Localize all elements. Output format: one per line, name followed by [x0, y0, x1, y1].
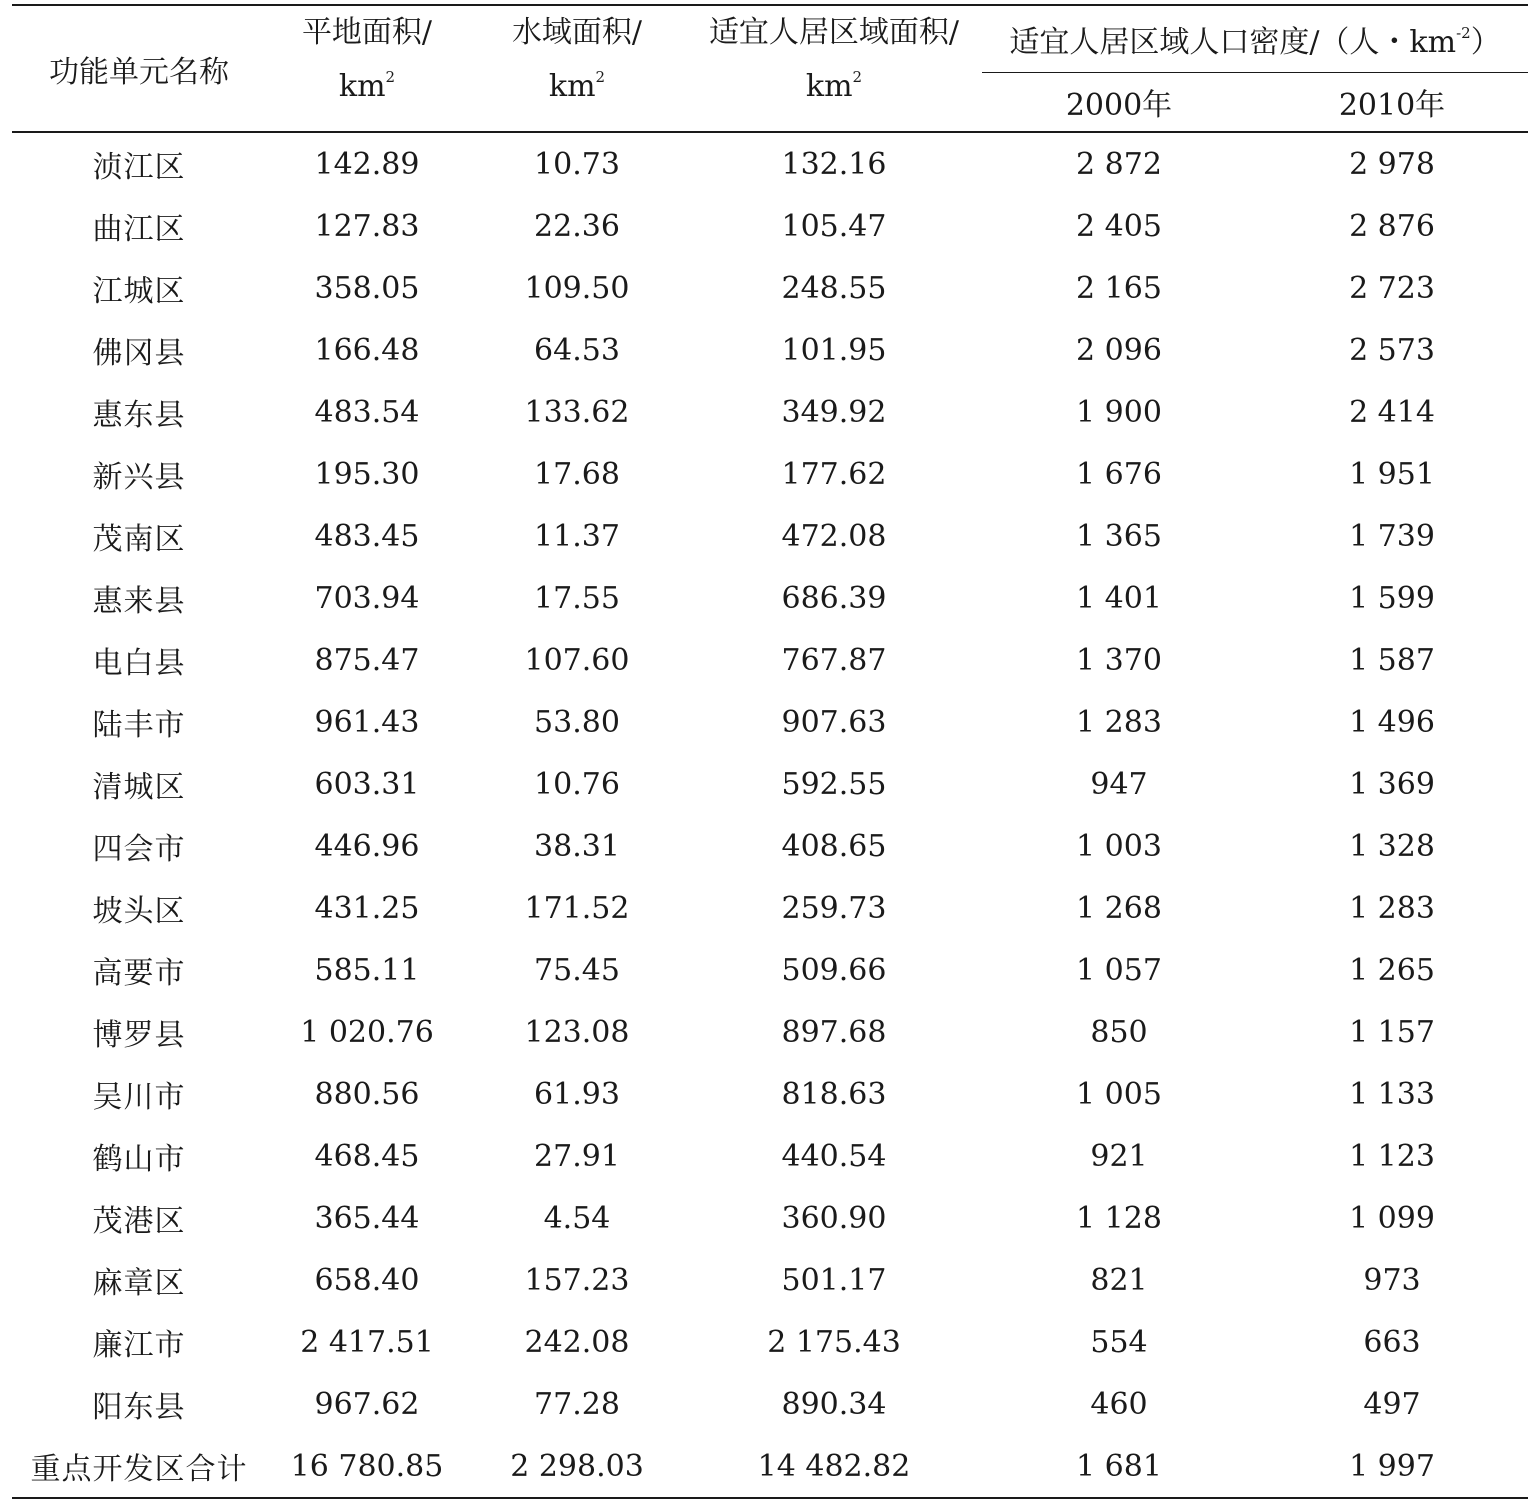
unit-name-cell: 麻章区	[92, 1266, 186, 1301]
unit-name-cell: 惠来县	[92, 584, 186, 619]
unit-name-cell: 清城区	[92, 770, 186, 805]
density-2010-cell: 2 978	[1349, 146, 1435, 182]
density-2010-cell: 2 414	[1349, 394, 1435, 430]
unit-name-cell: 高要市	[92, 956, 186, 991]
habitable-area-cell: 349.92	[781, 394, 887, 430]
table-total-row	[12, 1435, 1528, 1498]
density-2010-cell: 1 587	[1349, 642, 1435, 678]
density-2000-cell: 1 283	[1076, 704, 1162, 740]
table-header	[12, 5, 1528, 132]
unit-name-cell: 惠东县	[92, 398, 186, 433]
header-habitable-area-unit: $km^2$	[805, 68, 863, 104]
habitable-area-cell: 440.54	[781, 1138, 887, 1174]
density-2010-cell: 1 328	[1349, 828, 1435, 864]
unit-name-cell: 四会市	[92, 832, 186, 867]
header-unit-name	[12, 5, 266, 132]
population-density-table	[12, 4, 1528, 1499]
plain-area-cell: 127.83	[314, 208, 420, 244]
header-water-area-unit: $km^2$	[548, 68, 606, 104]
habitable-area-cell: 472.08	[781, 518, 887, 554]
unit-name-cell: 博罗县	[92, 1018, 186, 1053]
density-2010-cell: 1 265	[1349, 952, 1435, 988]
table-row	[12, 505, 1528, 567]
table-row	[12, 629, 1528, 691]
density-2000-cell: 2 872	[1076, 146, 1162, 182]
plain-area-cell: 166.48	[314, 332, 420, 368]
density-2000-cell: 947	[1090, 766, 1148, 802]
plain-area-cell: 195.30	[314, 456, 420, 492]
density-2000-cell: 2 096	[1076, 332, 1162, 368]
water-area-cell: 242.08	[524, 1324, 630, 1360]
table-row	[12, 319, 1528, 381]
unit-name-cell: 鹤山市	[92, 1142, 186, 1177]
header-year-2010: 2010年	[1256, 73, 1528, 133]
water-area-cell: 17.68	[534, 456, 620, 492]
density-2000-cell: 1 401	[1076, 580, 1162, 616]
water-area-cell: 53.80	[534, 704, 620, 740]
density-2010-cell: 1 283	[1349, 890, 1435, 926]
plain-area-cell: 431.25	[314, 890, 420, 926]
plain-area-cell: 142.89	[314, 146, 420, 182]
density-2000-cell: 850	[1090, 1014, 1148, 1050]
water-area-cell: 109.50	[524, 270, 630, 306]
unit-name-cell: 茂南区	[92, 522, 186, 557]
habitable-area-cell: 890.34	[781, 1386, 887, 1422]
table-row	[12, 691, 1528, 753]
density-2010-cell: 663	[1363, 1324, 1421, 1360]
header-water-area-label: 水域面积/	[511, 15, 643, 50]
habitable-area-cell: 897.68	[781, 1014, 887, 1050]
habitable-area-cell: 360.90	[781, 1200, 887, 1236]
density-2000-cell: 921	[1090, 1138, 1148, 1174]
plain-area-cell: 483.54	[314, 394, 420, 430]
unit-name-cell: 新兴县	[92, 460, 186, 495]
water-area-cell: 10.73	[534, 146, 620, 182]
density-2000-cell: 460	[1090, 1386, 1148, 1422]
habitable-area-cell: 177.62	[781, 456, 887, 492]
density-2010-cell: 1 157	[1349, 1014, 1435, 1050]
habitable-area-cell: 592.55	[781, 766, 887, 802]
water-area-cell: 2 298.03	[468, 1435, 686, 1498]
plain-area-cell: 880.56	[314, 1076, 420, 1112]
plain-area-cell: 2 417.51	[300, 1324, 434, 1360]
plain-area-cell: 365.44	[314, 1200, 420, 1236]
water-area-cell: 133.62	[524, 394, 630, 430]
unit-name-cell: 茂港区	[92, 1204, 186, 1239]
density-2010-cell: 1 369	[1349, 766, 1435, 802]
table-row	[12, 1249, 1528, 1311]
density-2010-cell: 497	[1363, 1386, 1421, 1422]
unit-name-cell: 曲江区	[92, 212, 186, 247]
table-row	[12, 1063, 1528, 1125]
density-2000-cell: 1 128	[1076, 1200, 1162, 1236]
header-plain-area-unit: $km^2$	[338, 68, 396, 104]
water-area-cell: 123.08	[524, 1014, 630, 1050]
plain-area-cell: 603.31	[314, 766, 420, 802]
water-area-cell: 77.28	[534, 1386, 620, 1422]
density-2000-cell: 1 005	[1076, 1076, 1162, 1112]
density-2010-cell: 2 876	[1349, 208, 1435, 244]
plain-area-cell: 483.45	[314, 518, 420, 554]
density-2010-cell: 2 723	[1349, 270, 1435, 306]
water-area-cell: 4.54	[543, 1200, 611, 1236]
table-row	[12, 815, 1528, 877]
density-2000-cell: 1 365	[1076, 518, 1162, 554]
unit-name-cell: 电白县	[92, 646, 186, 681]
header-plain-area-label: 平地面积/	[301, 15, 433, 50]
table-row	[12, 1373, 1528, 1435]
table-row	[12, 443, 1528, 505]
habitable-area-cell: 408.65	[781, 828, 887, 864]
table-row	[12, 877, 1528, 939]
water-area-cell: 10.76	[534, 766, 620, 802]
density-2000-cell: 1 268	[1076, 890, 1162, 926]
habitable-area-cell: 767.87	[781, 642, 887, 678]
water-area-cell: 75.45	[534, 952, 620, 988]
density-2010-cell: 1 099	[1349, 1200, 1435, 1236]
data-table-container	[12, 4, 1528, 1499]
habitable-area-cell: 14 482.82	[686, 1435, 982, 1498]
plain-area-cell: 468.45	[314, 1138, 420, 1174]
water-area-cell: 17.55	[534, 580, 620, 616]
unit-name-cell: 浈江区	[92, 150, 186, 185]
header-density-group	[982, 5, 1528, 73]
table-row	[12, 1187, 1528, 1249]
plain-area-cell: 446.96	[314, 828, 420, 864]
habitable-area-cell: 501.17	[781, 1262, 887, 1298]
density-2010-cell: 1 997	[1256, 1435, 1528, 1498]
habitable-area-cell: 509.66	[781, 952, 887, 988]
density-2000-cell: 2 165	[1076, 270, 1162, 306]
header-year-2000: 2000年	[982, 73, 1256, 133]
plain-area-cell: 658.40	[314, 1262, 420, 1298]
header-density-label: 适宜人居区域人口密度/（人・$km^{-2}$）	[1009, 24, 1501, 60]
density-2010-cell: 973	[1363, 1262, 1421, 1298]
header-habitable-area-label: 适宜人居区域面积/	[708, 15, 960, 50]
table-row	[12, 753, 1528, 815]
plain-area-cell: 961.43	[314, 704, 420, 740]
header-plain-area	[266, 5, 468, 132]
table-row	[12, 567, 1528, 629]
habitable-area-cell: 105.47	[781, 208, 887, 244]
habitable-area-cell: 907.63	[781, 704, 887, 740]
plain-area-cell: 703.94	[314, 580, 420, 616]
header-unit-name-label: 功能单元名称	[49, 54, 229, 90]
table-row	[12, 939, 1528, 1001]
density-2010-cell: 1 951	[1349, 456, 1435, 492]
density-2010-cell: 1 133	[1349, 1076, 1435, 1112]
plain-area-cell: 585.11	[314, 952, 420, 988]
density-2010-cell: 1 599	[1349, 580, 1435, 616]
table-row	[12, 381, 1528, 443]
habitable-area-cell: 259.73	[781, 890, 887, 926]
table-row	[12, 1001, 1528, 1063]
density-2000-cell: 1 370	[1076, 642, 1162, 678]
plain-area-cell: 358.05	[314, 270, 420, 306]
plain-area-cell: 1 020.76	[300, 1014, 434, 1050]
header-water-area	[468, 5, 686, 132]
unit-name-cell: 坡头区	[92, 894, 186, 929]
table-row	[12, 195, 1528, 257]
plain-area-cell: 875.47	[314, 642, 420, 678]
water-area-cell: 38.31	[534, 828, 620, 864]
habitable-area-cell: 2 175.43	[767, 1324, 901, 1360]
habitable-area-cell: 132.16	[781, 146, 887, 182]
unit-name-cell: 廉江市	[92, 1328, 186, 1363]
table-row	[12, 257, 1528, 319]
density-2000-cell: 2 405	[1076, 208, 1162, 244]
unit-name-cell: 江城区	[92, 274, 186, 309]
habitable-area-cell: 248.55	[781, 270, 887, 306]
table-row	[12, 132, 1528, 195]
density-2000-cell: 821	[1090, 1262, 1148, 1298]
water-area-cell: 27.91	[534, 1138, 620, 1174]
water-area-cell: 22.36	[534, 208, 620, 244]
water-area-cell: 107.60	[524, 642, 630, 678]
habitable-area-cell: 818.63	[781, 1076, 887, 1112]
water-area-cell: 11.37	[534, 518, 620, 554]
unit-name-cell: 吴川市	[92, 1080, 186, 1115]
density-2010-cell: 2 573	[1349, 332, 1435, 368]
table-row	[12, 1125, 1528, 1187]
density-2010-cell: 1 123	[1349, 1138, 1435, 1174]
density-2000-cell: 1 900	[1076, 394, 1162, 430]
density-2000-cell: 1 676	[1076, 456, 1162, 492]
header-habitable-area	[686, 5, 982, 132]
plain-area-cell: 967.62	[314, 1386, 420, 1422]
unit-name-cell: 佛冈县	[92, 336, 186, 371]
density-2000-cell: 554	[1090, 1324, 1148, 1360]
table-body	[12, 132, 1528, 1498]
water-area-cell: 157.23	[524, 1262, 630, 1298]
density-2010-cell: 1 739	[1349, 518, 1435, 554]
habitable-area-cell: 686.39	[781, 580, 887, 616]
water-area-cell: 61.93	[534, 1076, 620, 1112]
density-2000-cell: 1 681	[982, 1435, 1256, 1498]
plain-area-cell: 16 780.85	[266, 1435, 468, 1498]
water-area-cell: 64.53	[534, 332, 620, 368]
unit-name-cell: 重点开发区合计	[12, 1435, 266, 1498]
density-2010-cell: 1 496	[1349, 704, 1435, 740]
density-2000-cell: 1 003	[1076, 828, 1162, 864]
unit-name-cell: 阳东县	[92, 1390, 186, 1425]
water-area-cell: 171.52	[524, 890, 630, 926]
density-2000-cell: 1 057	[1076, 952, 1162, 988]
table-row	[12, 1311, 1528, 1373]
habitable-area-cell: 101.95	[781, 332, 887, 368]
unit-name-cell: 陆丰市	[92, 708, 186, 743]
